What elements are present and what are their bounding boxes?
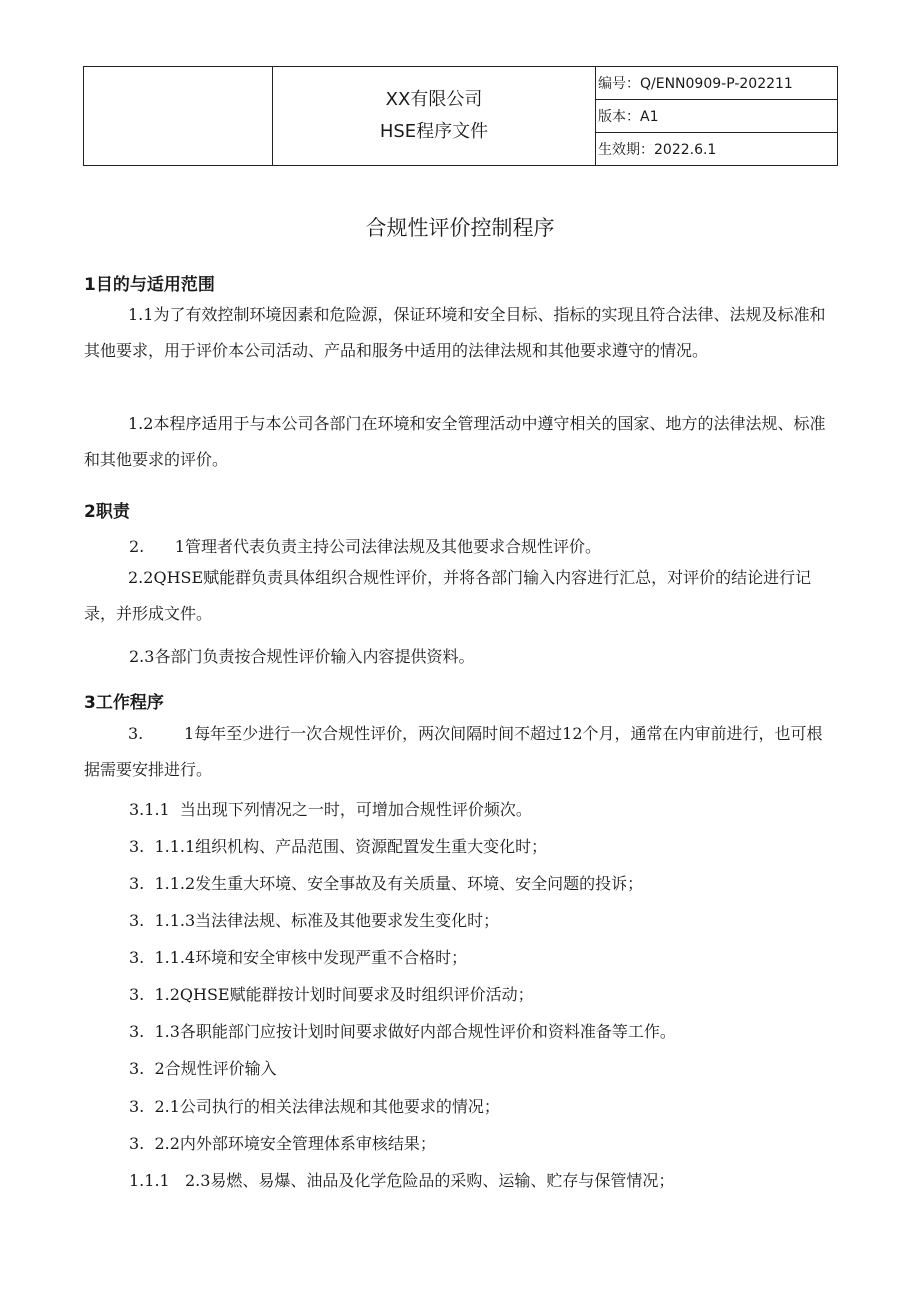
document-type: HSE程序文件 — [379, 121, 489, 142]
document-version: 版本：A1 — [596, 99, 837, 132]
section-3-heading: 3工作程序 — [84, 693, 164, 713]
paragraph-2-3: 2.3各部门负责按合规性评价输入内容提供资料。 — [129, 647, 475, 666]
list-line-3-1-2: 3. 1.2QHSE赋能群按计划时间要求及时组织评价活动； — [129, 985, 534, 1004]
list-line-3-2-2: 3. 2.2内外部环境安全管理体系审核结果； — [129, 1134, 436, 1153]
list-line-3-1-1-1: 3. 1.1.1组织机构、产品范围、资源配置发生重大变化时； — [129, 837, 548, 856]
list-line-3-2-3: 1.1.1 2.3易燃、易爆、油品及化学危险品的采购、运输、贮存与保管情况； — [129, 1171, 675, 1190]
list-line-3-1-1-3: 3. 1.1.3当法律法规、标准及其他要求发生变化时； — [129, 911, 500, 930]
paragraph-1-2: 1.2本程序适用于与本公司各部门在环境和安全管理活动中遵守相关的国家、地方的法律法规、标准和其他要求的评价。 — [84, 414, 826, 469]
list-line-3-1-1: 3.1.1 当出现下列情况之一时，可增加合规性评价频次。 — [129, 800, 532, 819]
list-line-3-2-1: 3. 2.1公司执行的相关法律法规和其他要求的情况； — [129, 1097, 500, 1116]
logo-cell — [84, 67, 273, 165]
list-line-3-1-1-2: 3. 1.1.2发生重大环境、安全事故及有关质量、环境、安全问题的投诉； — [129, 874, 644, 893]
section-2-heading: 2职责 — [84, 502, 130, 522]
header-meta-cell — [596, 67, 837, 165]
effective-date: 生效期：2022.6.1 — [596, 132, 837, 165]
list-line-3-2: 3. 2合规性评价输入 — [129, 1059, 277, 1078]
paragraph-2-1: 2. 1管理者代表负责主持公司法律法规及其他要求合规性评价。 — [129, 537, 601, 556]
paragraph-2-2: 2.2QHSE赋能群负责具体组织合规性评价，并将各部门输入内容进行汇总，对评价的结论进行记录，并形成文件。 — [84, 568, 812, 623]
list-line-3-1-3: 3. 1.3各职能部门应按计划时间要求做好内部合规性评价和资料准备等工作。 — [129, 1022, 676, 1041]
document-code: 编号：Q/ENN0909-P-202211 — [598, 76, 793, 92]
paragraph-3-1: 3. 1每年至少进行一次合规性评价，两次间隔时间不超过12个月，通常在内审前进行，也可根据需要安排进行。 — [84, 724, 823, 779]
header-title-cell — [273, 67, 596, 165]
document-header-table — [83, 66, 838, 166]
list-line-3-1-1-4: 3. 1.1.4环境和安全审核中发现严重不合格时； — [129, 948, 468, 967]
paragraph-1-1: 1.1为了有效控制环境因素和危险源，保证环境和安全目标、指标的实现且符合法律、法规及标准和其他要求，用于评价本公司活动、产品和服务中适用的法律法规和其他要求遵守的情况。 — [84, 305, 826, 360]
section-1-heading: 1目的与适用范围 — [84, 275, 215, 295]
document-title: 合规性评价控制程序 — [365, 216, 555, 240]
company-name: XX有限公司 — [385, 89, 483, 110]
